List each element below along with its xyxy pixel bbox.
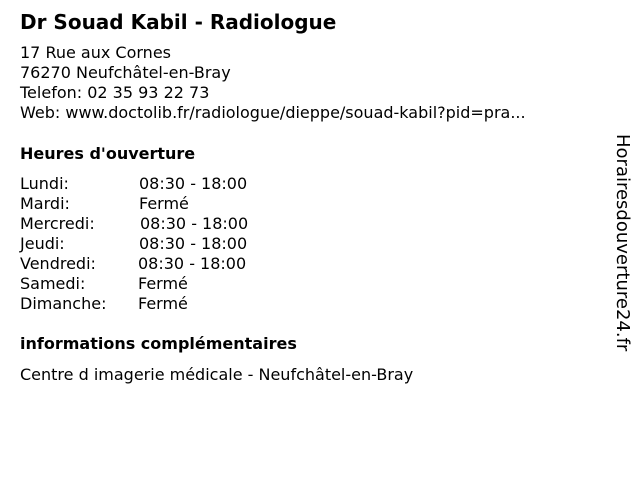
hours-row-sunday [20,294,320,314]
hours-row-friday [20,254,320,274]
address-street: 17 Rue aux Cornes [20,43,171,62]
day-label: Mercredi: [20,214,95,233]
hours-heading: Heures d'ouverture [20,144,196,163]
website-link[interactable]: Web: www.doctolib.fr/radiologue/dieppe/souad-kabil?pid=pra... [20,103,526,122]
day-label: Vendredi: [20,254,96,273]
contact-block [20,43,526,123]
time-value: 08:30 - 18:00 [139,174,248,193]
hours-row-monday [20,174,320,194]
time-value: 08:30 - 18:00 [140,214,249,233]
time-value: Fermé [138,294,188,313]
hours-row-saturday [20,274,320,294]
opening-hours-list [20,174,320,314]
day-label: Dimanche: [20,294,107,313]
day-label: Samedi: [20,274,86,293]
day-label: Jeudi: [20,234,65,253]
time-value: Fermé [138,274,188,293]
time-value: 08:30 - 18:00 [139,234,248,253]
phone-number[interactable]: Telefon: 02 35 93 22 73 [20,83,210,102]
day-label: Lundi: [20,174,69,193]
page-title: Dr Souad Kabil - Radiologue [20,10,337,34]
address-city: 76270 Neufchâtel-en-Bray [20,63,231,82]
info-description: Centre d imagerie médicale - Neufchâtel-en-Bray [20,365,414,384]
info-heading: informations complémentaires [20,334,297,353]
hours-row-wednesday [20,214,320,234]
hours-row-tuesday [20,194,320,214]
time-value: 08:30 - 18:00 [138,254,247,273]
time-value: Fermé [139,194,189,213]
site-watermark: Horairesdouverture24.fr [612,134,633,352]
hours-row-thursday [20,234,320,254]
day-label: Mardi: [20,194,70,213]
